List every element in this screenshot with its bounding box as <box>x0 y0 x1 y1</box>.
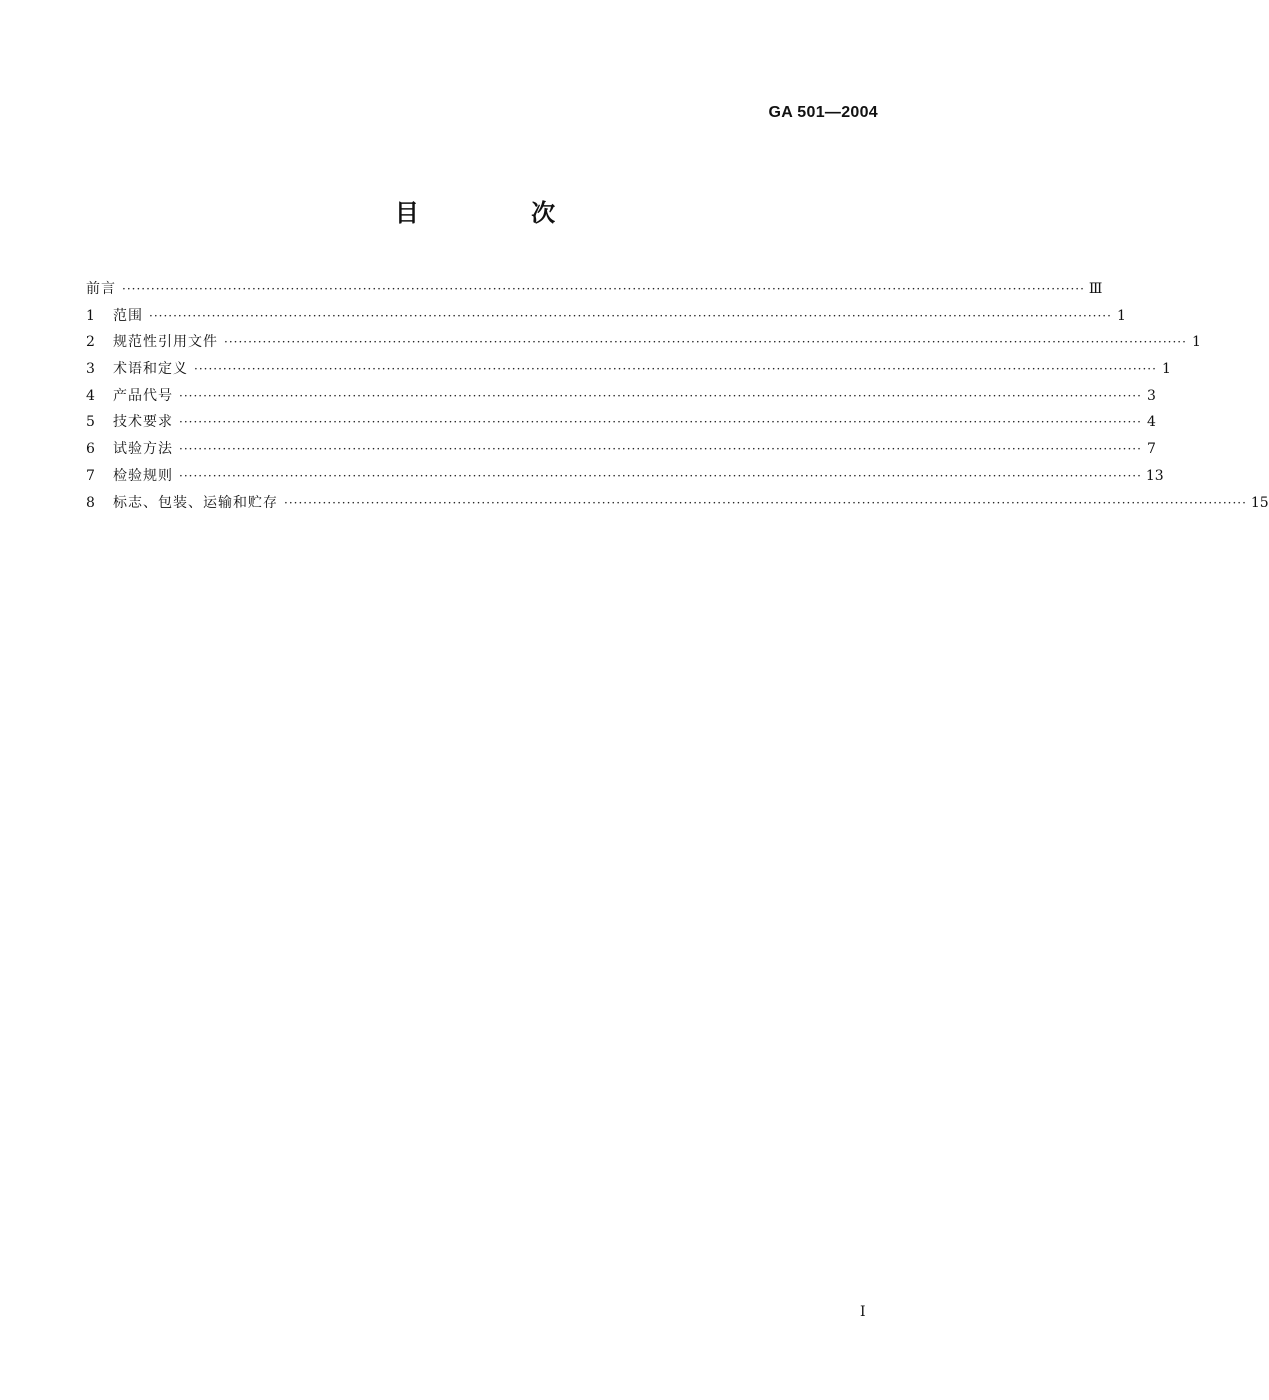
toc-entry-number: 6 <box>86 441 95 458</box>
toc-entry-number: 2 <box>86 334 95 351</box>
toc-leader-dots: ········································································································································································································ <box>194 362 1157 377</box>
toc-entry-label: 产品代号 <box>113 387 173 404</box>
toc-title: 目 次 <box>394 199 608 227</box>
toc-entry-label: 试验方法 <box>113 441 173 458</box>
toc-entry-page: 3 <box>1146 387 1156 404</box>
toc-entry-test-methods[interactable] <box>86 439 1156 466</box>
toc-entry-page: 1 <box>1191 334 1201 351</box>
toc-leader-dots: ········································································································································································································ <box>224 335 1187 350</box>
toc-leader-dots: ········································································································································································································ <box>179 415 1142 430</box>
toc-entry-page: 7 <box>1146 441 1156 458</box>
toc-entry-page: 1 <box>1161 361 1171 378</box>
toc-entry-marking-packaging[interactable] <box>86 493 1269 520</box>
toc-entry-label: 检验规则 <box>113 467 173 484</box>
standard-code: GA 501—2004 <box>768 104 878 121</box>
toc-entry-number: 7 <box>86 467 95 484</box>
toc-entry-number: 8 <box>86 494 95 511</box>
table-of-contents <box>86 279 1269 519</box>
toc-entry-inspection-rules[interactable] <box>86 466 1164 493</box>
toc-entry-scope[interactable] <box>86 306 1126 333</box>
page-number: I <box>860 1304 866 1320</box>
toc-entry-label: 术语和定义 <box>113 361 188 378</box>
toc-entry-number: 4 <box>86 387 95 404</box>
toc-entry-number: 1 <box>86 307 95 324</box>
toc-entry-number: 3 <box>86 361 95 378</box>
toc-entry-foreword[interactable] <box>86 279 1103 306</box>
toc-leader-dots: ········································································································································································································ <box>179 468 1142 483</box>
toc-entry-label: 技术要求 <box>113 414 173 431</box>
toc-entry-normative-references[interactable] <box>86 332 1201 359</box>
toc-entry-label: 标志、包装、运输和贮存 <box>113 494 278 511</box>
toc-entry-technical-requirements[interactable] <box>86 412 1156 439</box>
toc-leader-dots: ········································································································································································································ <box>149 308 1112 323</box>
toc-entry-label: 范围 <box>113 307 143 324</box>
toc-entry-page: 4 <box>1146 414 1156 431</box>
toc-leader-dots: ········································································································································································································ <box>179 388 1142 403</box>
toc-entry-product-code[interactable] <box>86 386 1156 413</box>
toc-entry-number: 5 <box>86 414 95 431</box>
toc-entry-page: 15 <box>1250 494 1269 511</box>
toc-entry-page: 1 <box>1116 307 1126 324</box>
toc-leader-dots: ········································································································································································································ <box>122 282 1085 296</box>
toc-entry-label: 前言 <box>86 281 116 297</box>
toc-leader-dots: ········································································································································································································ <box>179 442 1142 457</box>
toc-entry-terms-definitions[interactable] <box>86 359 1171 386</box>
toc-entry-page: Ⅲ <box>1088 281 1103 297</box>
toc-entry-label: 规范性引用文件 <box>113 334 218 351</box>
toc-entry-page: 13 <box>1145 467 1164 484</box>
toc-leader-dots: ········································································································································································································ <box>284 495 1247 510</box>
